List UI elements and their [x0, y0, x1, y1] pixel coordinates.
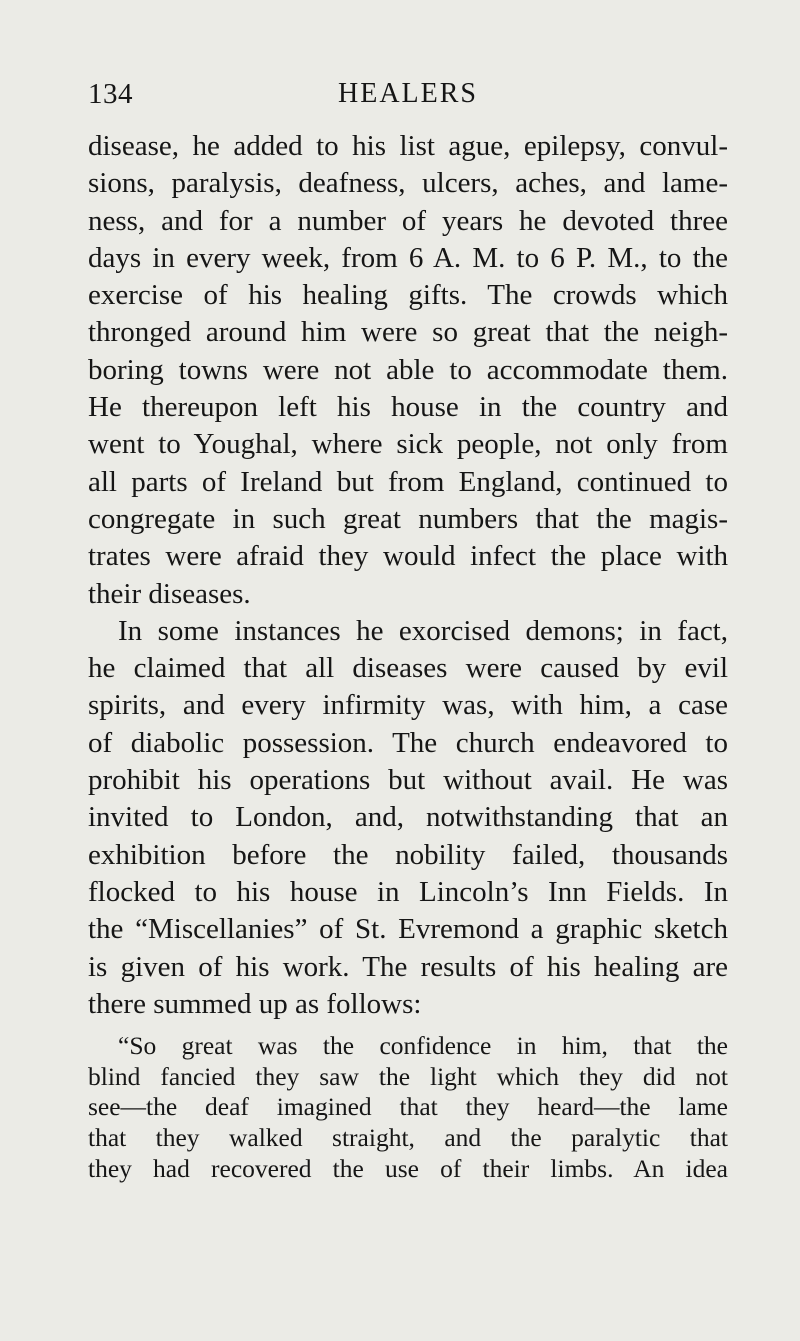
- text-line: he claimed that all diseases were caused by evil: [88, 652, 728, 685]
- text-line: the “Miscellanies” of St. Evremond a graphic sketch: [88, 913, 728, 946]
- text-line: He thereupon left his house in the country and: [88, 391, 728, 424]
- text-line: flocked to his house in Lincoln’s Inn Fields. In: [88, 875, 728, 908]
- text-line: all parts of Ireland but from England, continued to: [88, 465, 728, 498]
- text-line: In some instances he exorcised demons; in fact,: [118, 614, 728, 647]
- text-line: spirits, and every infirmity was, with him, a case: [88, 689, 728, 722]
- quote-line: see—the deaf imagined that they heard—the lame: [88, 1092, 728, 1122]
- running-head: HEALERS: [338, 78, 478, 109]
- text-line: thronged around him were so great that the neigh-: [88, 316, 728, 349]
- text-line: their diseases.: [88, 577, 251, 610]
- page-header: [88, 78, 728, 118]
- body-text: [88, 128, 728, 1023]
- quote-line: they had recovered the use of their limbs. An idea: [88, 1153, 728, 1183]
- text-line: invited to London, and, notwithstanding that an: [88, 801, 728, 834]
- page-number: 134: [88, 78, 133, 110]
- text-line: ness, and for a number of years he devoted three: [88, 204, 728, 237]
- text-line: disease, he added to his list ague, epilepsy, convul-: [88, 130, 728, 162]
- text-line: congregate in such great numbers that the magis-: [88, 502, 728, 535]
- text-line: boring towns were not able to accommodate them.: [88, 353, 728, 386]
- text-line: there summed up as follows:: [88, 987, 422, 1020]
- text-line: exercise of his healing gifts. The crowds which: [88, 279, 728, 312]
- text-line: went to Youghal, where sick people, not only from: [88, 428, 728, 461]
- text-line: trates were afraid they would infect the place with: [88, 540, 728, 573]
- text-line: of diabolic possession. The church endeavored to: [88, 726, 728, 759]
- text-line: is given of his work. The results of his healing are: [88, 950, 728, 983]
- text-line: exhibition before the nobility failed, thousands: [88, 838, 728, 871]
- quote-line: that they walked straight, and the paralytic that: [88, 1123, 728, 1153]
- text-line: prohibit his operations but without avail. He was: [88, 764, 728, 797]
- text-line: days in every week, from 6 A. M. to 6 P. M., to the: [88, 241, 728, 274]
- text-line: sions, paralysis, deafness, ulcers, aches, and lame-: [88, 167, 728, 200]
- quote-line: “So great was the confidence in him, that the: [118, 1031, 728, 1060]
- block-quote: [88, 1031, 728, 1184]
- quote-line: blind fancied they saw the light which they did not: [88, 1061, 728, 1091]
